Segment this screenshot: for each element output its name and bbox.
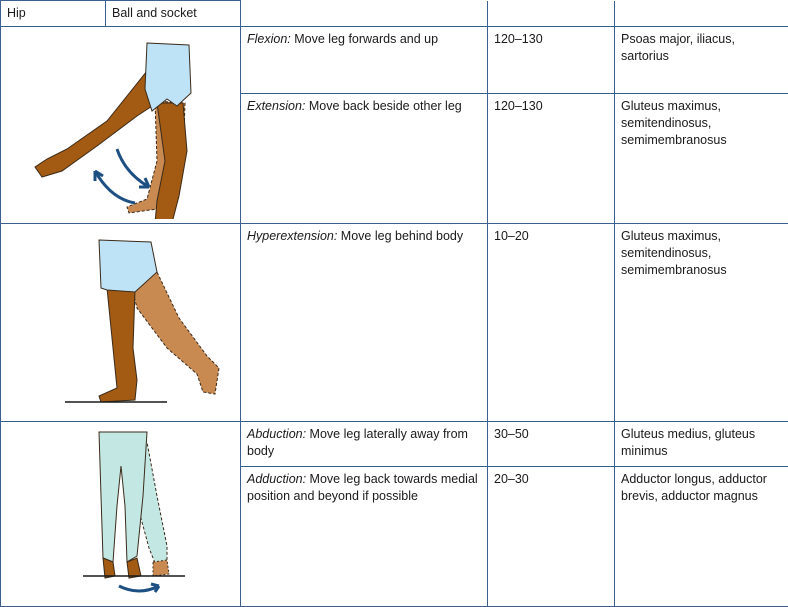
header-row (1, 1, 788, 27)
leg-flexion-icon (7, 31, 247, 219)
table-row-abduction (1, 422, 788, 467)
movement-description (241, 27, 488, 94)
movement-text: Move leg back towards medial position and beyond if possible (247, 472, 478, 503)
movement-description (241, 466, 488, 606)
movement-name: Flexion: (247, 32, 291, 46)
movement-name: Extension: (247, 99, 305, 113)
movement-name: Abduction: (247, 427, 306, 441)
muscles: Psoas major, iliacus, sartorius (615, 27, 788, 94)
movement-description (241, 94, 488, 224)
range-degrees: 120–130 (488, 94, 615, 224)
muscles: Gluteus maximus, semitendinosus, semimembranosus (615, 224, 788, 422)
abduction-adduction-illustration (1, 422, 241, 607)
header-blank-cell (615, 1, 788, 27)
movement-name: Hyperextension: (247, 229, 337, 243)
range-degrees: 10–20 (488, 224, 615, 422)
hyperextension-illustration (1, 224, 241, 422)
header-blank-cell (488, 1, 615, 27)
header-blank-cell (241, 1, 488, 27)
leg-hyperextension-icon (7, 228, 247, 417)
table-row-flexion (1, 27, 788, 94)
range-degrees: 20–30 (488, 466, 615, 606)
joint-name: Hip (1, 1, 106, 27)
table-row-hyperextension (1, 224, 788, 422)
muscles: Gluteus medius, gluteus minimus (615, 422, 788, 467)
movement-text: Move back beside other leg (305, 99, 461, 113)
flexion-extension-illustration (1, 27, 241, 224)
movement-description (241, 224, 488, 422)
movement-text: Move leg behind body (337, 229, 463, 243)
movement-description (241, 422, 488, 467)
muscles: Adductor longus, adductor brevis, adductor magnus (615, 466, 788, 606)
joint-type: Ball and socket (106, 1, 241, 27)
range-degrees: 30–50 (488, 422, 615, 467)
movement-name: Adduction: (247, 472, 306, 486)
muscles: Gluteus maximus, semitendinosus, semimembranosus (615, 94, 788, 224)
range-degrees: 120–130 (488, 27, 615, 94)
movement-text: Move leg laterally away from body (247, 427, 468, 458)
movement-text: Move leg forwards and up (291, 32, 438, 46)
leg-abduction-icon (7, 426, 247, 602)
